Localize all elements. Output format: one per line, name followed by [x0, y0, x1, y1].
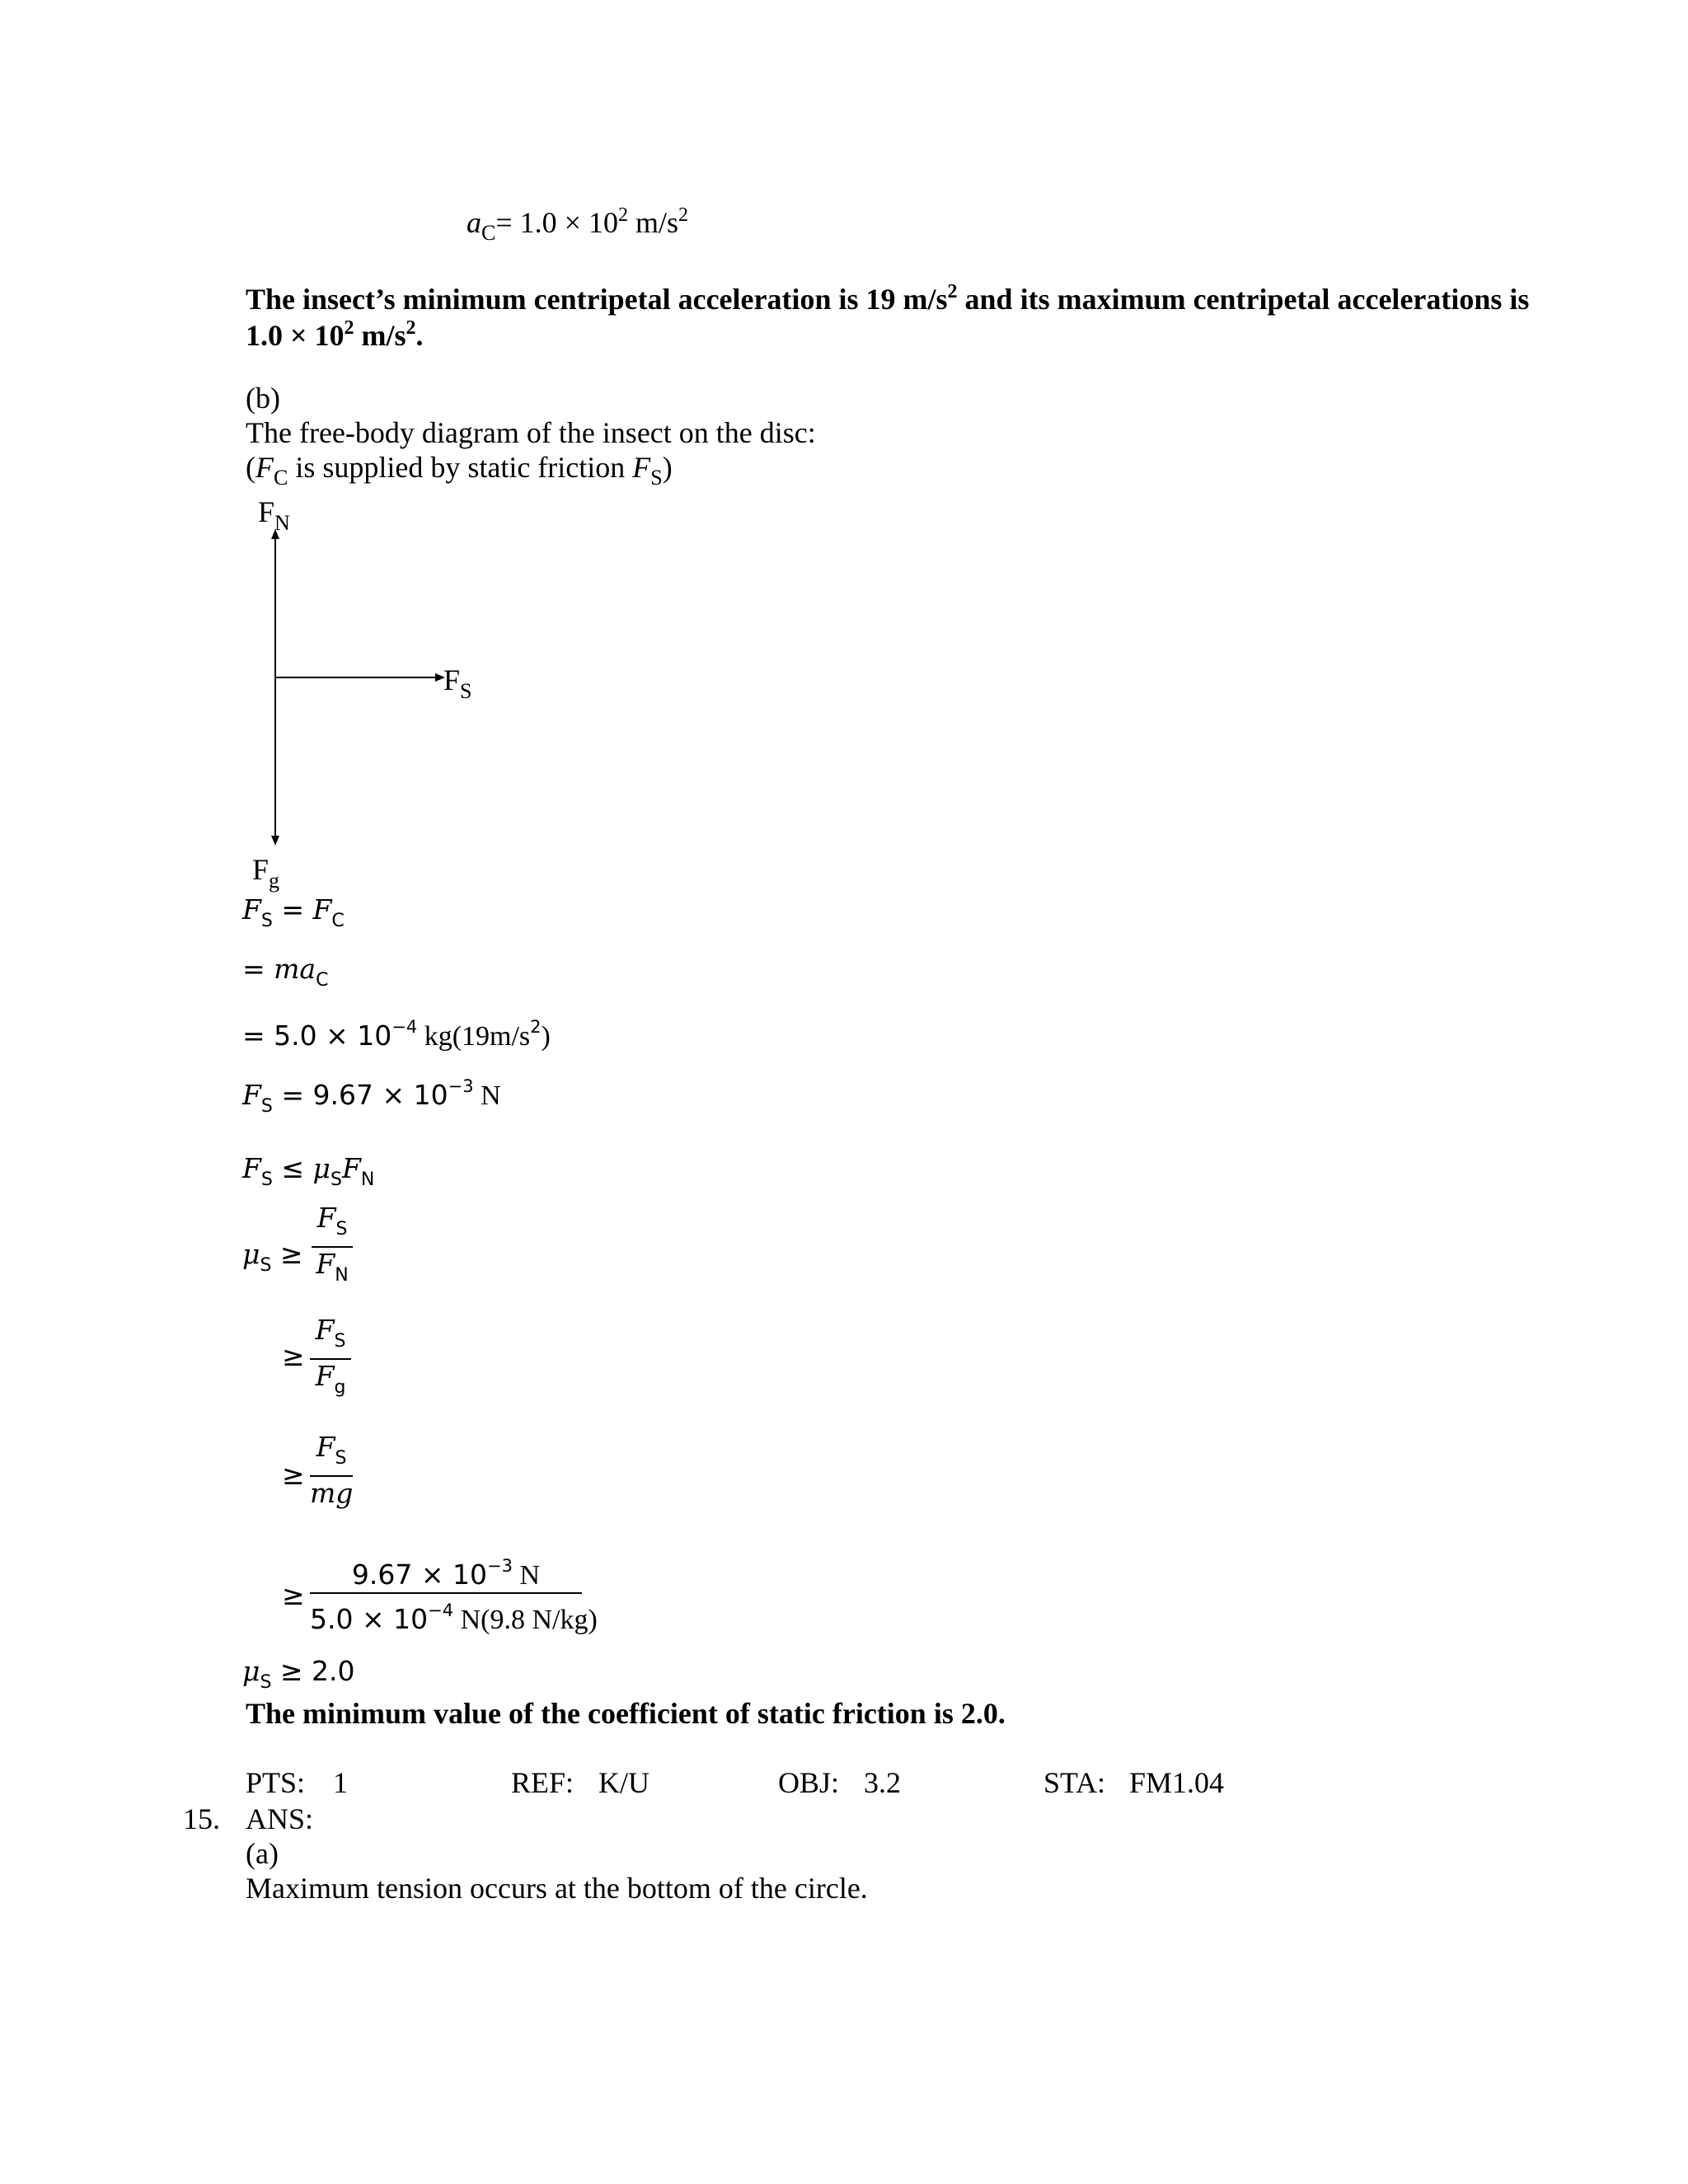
part-b-label: (b) [246, 382, 280, 415]
eq-fs-equals-fc: $F_S = F_C$ [242, 893, 345, 931]
conclusion-a-line1: The insect’s minimum centripetal acceleration is 19 $m/s^2$ and its maximum centripetal accelerations is [246, 281, 1530, 316]
eq-ma: = $ma_C$ [242, 953, 329, 991]
fraction-fs-over-fg: $F_S$ $F_g$ [310, 1314, 351, 1404]
eq-substitution: = $5.0 \times 10^{-4}$ $kg(19m/s^2)$ [242, 1017, 551, 1052]
eq-mu-result: $\mu_S \ge 2.0$ [242, 1655, 355, 1693]
eq-fs-value: $F_S = 9.67 \times 10^{-3}$ N [242, 1076, 501, 1117]
q15-part-a-text: Maximum tension occurs at the bottom of the circle. [246, 1872, 868, 1905]
fraction-fs-over-mg: $F_S$ mg [310, 1431, 354, 1509]
sta-value: FM1.04 [1129, 1766, 1225, 1799]
eq-ge-3: ≥ [282, 1459, 305, 1491]
ref-label: REF: [511, 1766, 574, 1799]
eq-ge-2: ≥ [282, 1340, 305, 1372]
part-b-intro: The free-body diagram of the insect on the disc: [246, 416, 816, 449]
acceleration-equation: $a_C= 1.0 \times 10^2$ $m/s^2$ [467, 204, 688, 245]
q15-part-a-label: (a) [246, 1837, 279, 1870]
arrowhead-up [271, 529, 279, 539]
free-body-diagram [264, 527, 462, 849]
question-number: 15. [183, 1802, 220, 1835]
obj-value: 3.2 [864, 1766, 901, 1799]
eq-mu-ge-label: $\mu_S$ ≥ [242, 1238, 303, 1276]
ref-value: K/U [598, 1766, 649, 1799]
sta-label: STA: [1043, 1766, 1106, 1799]
part-b-note: ($F_C$ is supplied by static friction $F_S$) [246, 451, 673, 490]
conclusion-b: The minimum value of the coefficient of static friction is 2.0. [246, 1697, 1006, 1730]
obj-label: OBJ: [778, 1766, 840, 1799]
pts-value: 1 [333, 1766, 348, 1799]
pts-label: PTS: [246, 1766, 306, 1799]
fn-label: $F_N$ [258, 495, 290, 535]
arrowhead-down [271, 836, 279, 846]
fs-label: $F_S$ [443, 663, 472, 703]
conclusion-a-line2: $1.0 \times 10^2$ $m/s^2$. [246, 317, 424, 352]
answer-label: ANS: [246, 1802, 314, 1835]
eq-friction-inequality: $F_S \le \mu_SF_N$ [242, 1152, 375, 1190]
fraction-numeric: $9.67 \times 10^{-3}$ N $5.0 \times 10^{-4}$ N(9.8 N/kg) [310, 1556, 598, 1635]
fraction-fs-over-fn: $F_S$ $F_N$ [312, 1202, 353, 1292]
eq-ge-4: ≥ [282, 1579, 305, 1611]
fg-label: $F_g$ [252, 853, 280, 893]
